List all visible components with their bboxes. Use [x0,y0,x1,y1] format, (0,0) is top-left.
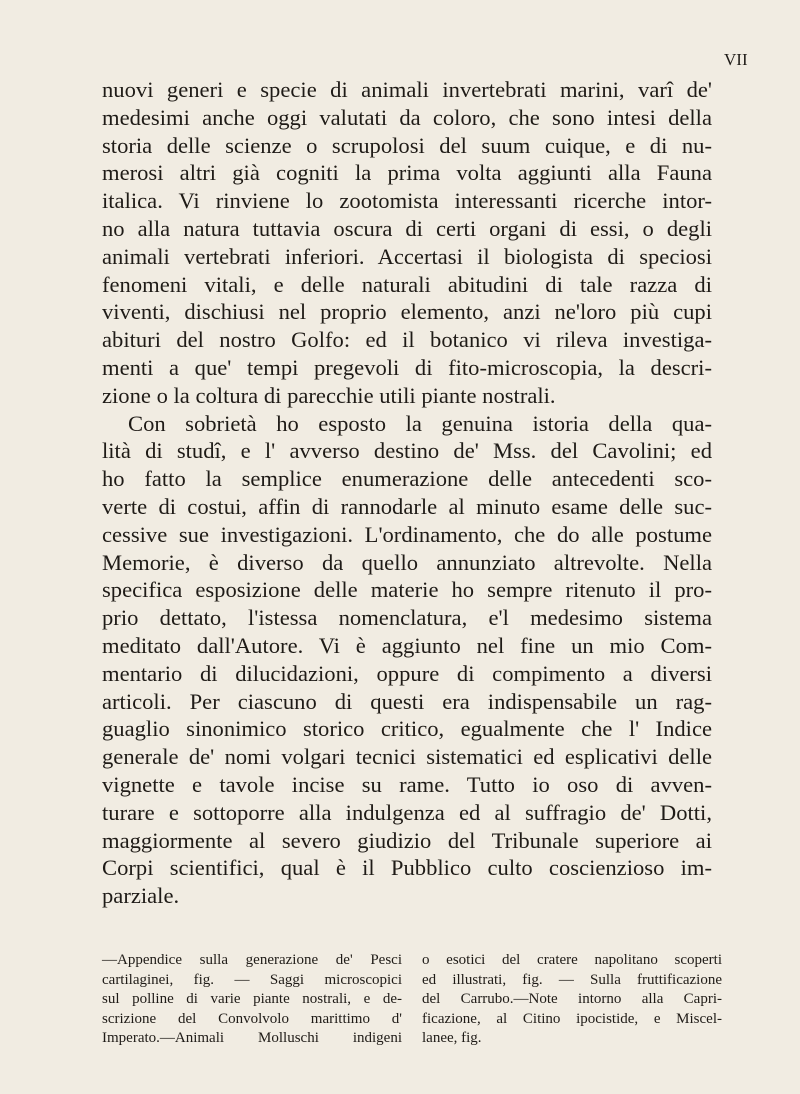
text-line: ho fatto la semplice enumerazione delle antecedenti sco- [102,466,712,492]
body-text [102,76,712,910]
text-line: menti a que' tempi pregevoli di fito-microscopia, la descri- [102,354,712,380]
text-line: articoli. Per ciascuno di questi era indispensabile un rag- [102,688,712,714]
footnote-line: Imperato.—Animali Molluschi indigeni [102,1030,402,1047]
footnote-left-column [102,951,402,1049]
text-line: parziale. [102,883,180,909]
text-line: cessive sue investigazioni. L'ordinamento, che do alle postume [102,521,712,547]
footnote-line: del Carrubo.—Note intorno alla Capri- [422,991,722,1008]
text-line: italica. Vi rinviene lo zootomista interessanti ricerche intor- [102,188,712,214]
text-line: turare e sottoporre alla indulgenza ed al suffragio de' Dotti, [102,799,712,825]
footnotes [102,951,722,1049]
text-line: verte di costui, affin di rannodarle al minuto esame delle suc- [102,493,712,519]
text-line: nuovi generi e specie di animali invertebrati marini, varî de' [102,77,712,102]
text-line: zione o la coltura di parecchie utili piante nostrali. [102,382,556,408]
footnote-line: scrizione del Convolvolo marittimo d' [102,1010,402,1027]
footnote-line: ed illustrati, fig. — Sulla fruttificazione [422,971,722,988]
text-line: medesimi anche oggi valutati da coloro, che sono intesi della [102,104,712,130]
text-line: animali vertebrati inferiori. Accertasi il biologista di speciosi [102,243,712,269]
text-line: Memorie, è diverso da quello annunziato altrevolte. Nella [102,549,712,575]
text-line: prio dettato, l'istessa nomenclatura, e'l medesimo sistema [102,605,712,631]
text-line: abituri del nostro Golfo: ed il botanico vi rileva investiga- [102,327,712,353]
footnote-line: —Appendice sulla generazione de' Pesci [102,952,402,968]
page-number: VII [724,50,748,69]
footnote-line: lanee, fig. [422,1030,482,1047]
text-line: lità di studî, e l' avverso destino de' Mss. del Cavolini; ed [102,438,712,464]
text-line: fenomeni vitali, e delle naturali abitudini di tale razza di [102,271,712,297]
text-line: maggiormente al severo giudizio del Tribunale superiore ai [102,827,712,853]
footnote-line: o esotici del cratere napolitano scoperti [422,952,722,968]
footnote-line: sul polline di varie piante nostrali, e de- [102,991,402,1008]
text-line: meditato dall'Autore. Vi è aggiunto nel fine un mio Com- [102,632,712,658]
footnote-line: cartilaginei, fig. — Saggi microscopici [102,971,402,988]
text-line: storia delle scienze o scrupolosi del suum cuique, e di nu- [102,132,712,158]
text-line: generale de' nomi volgari tecnici sistematici ed esplicativi delle [102,744,712,770]
text-line: vignette e tavole incise su rame. Tutto io oso di avven- [102,771,712,797]
text-line: merosi altri già cogniti la prima volta aggiunti alla Fauna [102,160,712,186]
text-line: guaglio sinonimico storico critico, egualmente che l' Indice [102,716,712,742]
footnote-right-column [422,951,722,1049]
text-line: Con sobrietà ho esposto la genuina istoria della qua- [128,410,712,436]
text-line: mentario di dilucidazioni, oppure di compimento a diversi [102,660,712,686]
footnote-line: ficazione, al Citino ipocistide, e Miscel- [422,1010,722,1027]
text-line: specifica esposizione delle materie ho sempre ritenuto il pro- [102,577,712,603]
text-line: Corpi scientifici, qual è il Pubblico culto coscienzioso im- [102,855,712,881]
text-line: no alla natura tuttavia oscura di certi organi di essi, o degli [102,215,712,241]
text-line: viventi, dischiusi nel proprio elemento, anzi ne'loro più cupi [102,299,712,325]
